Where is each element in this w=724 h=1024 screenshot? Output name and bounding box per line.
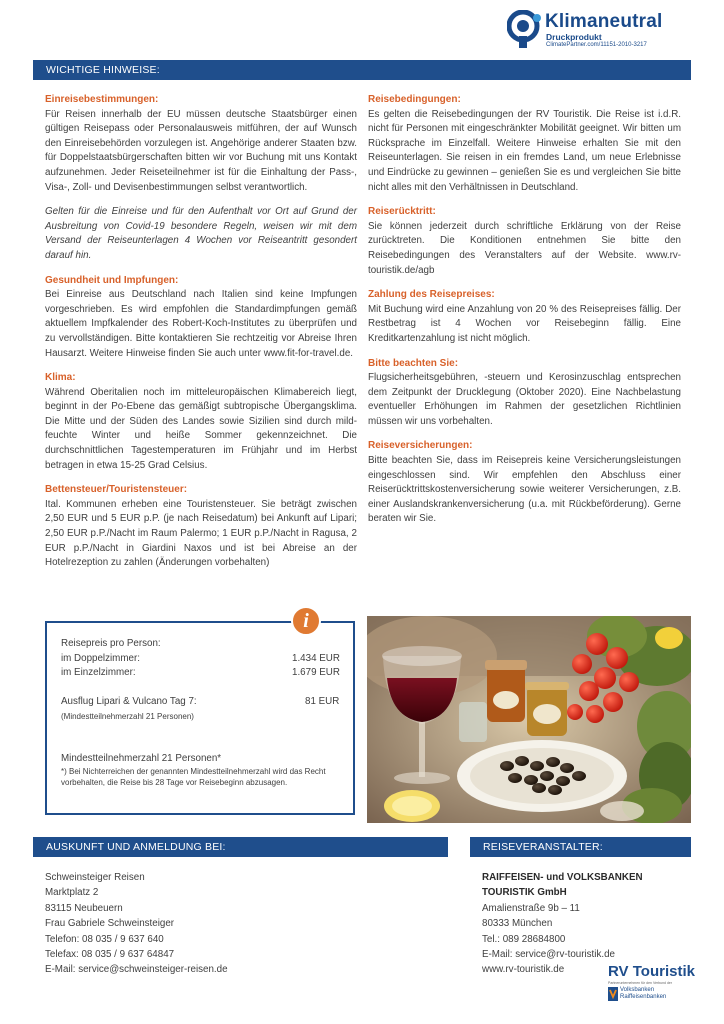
food-photo <box>367 616 691 823</box>
rv-logo-banks <box>620 987 666 1001</box>
double-room-price: 1.434 EUR <box>292 653 340 664</box>
klimaneutral-title: Klimaneutral <box>545 11 663 32</box>
section-heading: Reiserücktritt: <box>368 206 436 218</box>
contact-line: Telefon: 08 035 / 9 637 640 <box>45 933 164 945</box>
food-illustration <box>367 616 691 823</box>
single-room-label: im Einzelzimmer: <box>61 667 136 678</box>
excursion-price: 81 EUR <box>305 696 340 707</box>
section-tourist-tax <box>45 483 357 571</box>
section-text: Für Reisen innerhalb der EU müssen deutsche Staatsbürger einen gültigen Reisepass oder Personalausweis mitführen, der auf Wunsch den Einreisebehörden vorzulegen ist. Angehörige anderer Staaten bzw. für Doppelstaatsbürgerschaften bitten wir vor Buchung mit uns Kontakt aufzunehmen. Jeder Reiseteilnehmer ist für die Einhaltung der Pass-, Visa-, Zoll- und Devisenbestimmungen selbst verantwortlich. <box>45 108 357 193</box>
section-heading: Bitte beachten Sie: <box>368 357 459 369</box>
section-heading: Bettensteuer/Touristensteuer: <box>45 484 188 496</box>
rv-logo-tagline: Partnerunternehmen für den Verbund der <box>608 981 673 985</box>
section-health <box>45 274 357 362</box>
min-participants: Mindestteilnehmerzahl 21 Personen* <box>61 753 222 764</box>
contact-line: Frau Gabriele Schweinsteiger <box>45 918 175 930</box>
section-please-note <box>368 357 681 430</box>
section-heading: Klima: <box>45 372 76 384</box>
organizer-name-line1: RAIFFEISEN- und VOLKSBANKEN <box>482 872 643 883</box>
contact-line: 83115 Neubeuern <box>45 902 123 914</box>
info-icon: i <box>291 606 321 636</box>
important-notes-bar: WICHTIGE HINWEISE: <box>33 60 691 80</box>
section-text: Sie können jederzeit durch schriftliche Erklärung von der Reise zurücktreten. Die Konditionen entnehmen Sie bitte den Reisebedingungen des Veranstalters auf der Website. www.rv-touristik.de/agb <box>368 220 681 276</box>
klimaneutral-subtitle: Druckprodukt <box>546 32 602 42</box>
klimaneutral-url: ClimatePartner.com/11151-2010-3217 <box>546 42 647 48</box>
contact-line: E-Mail: service@schweinsteiger-reisen.de <box>45 964 228 976</box>
section-entry <box>45 93 357 264</box>
contact-bar: AUSKUNFT UND ANMELDUNG BEI: <box>33 837 448 857</box>
section-text: Es gelten die Reisebedingungen der RV Touristik. Die Reise ist i.d.R. nicht für Personen mit eingeschränkter Mobilität geeignet. Wir bitten um Rücksprache im Einzelfall. Weitere Hinweise erhalten Sie mit den Reiseunterlagen. Sie reisen in ein fremdes Land, um neue Erlebnisse und Eindrücke zu gewinnen – genießen Sie es und vergleichen Sie bitte nicht alles mit den Verhältnissen in Deutschland. <box>368 108 681 193</box>
organizer-line: Tel.: 089 28684800 <box>482 933 566 945</box>
section-heading: Einreisebestimmungen: <box>45 94 159 105</box>
section-text: Während Oberitalien noch im mitteleuropäischen Klimabereich liegt, beginnt in der Po-Ebene das gemäßigt subtropische Übergangsklima. Die Mitte und der Süden des Landes sowie Sizilien sind durch mild-feuchte Winter und heiße Sommer gekennzeichnet. Die durchschnittlichen Tagestemperaturen im Frühjahr und im Herbst betragen in etwa 15-25 Grad Celsius. <box>45 386 357 471</box>
price-title: Reisepreis pro Person: <box>61 638 161 649</box>
organizer-bar: REISEVERANSTALTER: <box>470 837 691 857</box>
section-climate <box>45 371 357 473</box>
excursion-note: (Mindestteilnehmerzahl 21 Personen) <box>61 712 194 721</box>
section-cancellation <box>368 205 681 278</box>
organizer-line: Amalienstraße 9b – 11 <box>482 902 580 914</box>
climate-partner-icon <box>507 10 543 50</box>
left-column <box>45 93 357 581</box>
right-column <box>368 93 681 537</box>
organizer-address <box>482 870 643 978</box>
single-room-price: 1.679 EUR <box>292 667 340 678</box>
section-text: Bei Einreise aus Deutschland nach Italien sind keine Impfungen vorgeschrieben. Es wird empfohlen die Standardimpfungen gemäß aktuellem Impfkalender des Robert-Koch-Institutes zu überprüfen und zu vervollständigen. Bitte kontaktieren Sie rechtzeitig vor Abreise Ihren Hausarzt. Weitere Hinweise finden Sie auch unter www.fit-for-travel.de. <box>45 289 357 359</box>
section-text: Bitte beachten Sie, dass im Reisepreis keine Versicherungsleistungen eingeschlossen sind. Wir empfehlen den Abschluss einer Reiserücktrittskostenversicherung sowie weiterer Versicherungen, z.B. einer Auslandskrankenversicherung (u.a. mit Rückbeförderung). Gerne beraten wir Sie. <box>368 455 681 525</box>
section-heading: Reisebedingungen: <box>368 94 461 105</box>
section-heading: Reiseversicherungen: <box>368 440 473 452</box>
organizer-line: 80333 München <box>482 918 553 930</box>
klimaneutral-logo <box>507 8 687 52</box>
section-text: Flugsicherheitsgebühren, -steuern und Kerosinzuschlag entsprechen dem Zeitpunkt der Drucklegung (Oktober 2020). Eine Nachbelastung eventueller Erhöhungen im Rahmen der gesetzlichen Richtlinien müssen wir uns vorbehalten. <box>368 372 681 427</box>
section-note: Gelten für die Einreise und für den Aufenthalt vor Ort auf Grund der Ausbreitung von Covid-19 besondere Regeln, weisen wir mit dem Versand der Reiseunterlagen 4 Wochen vor Reiseantritt gesondert darauf hin. <box>45 206 357 261</box>
organizer-line: E-Mail: service@rv-touristik.de <box>482 949 615 961</box>
contact-address <box>45 870 228 978</box>
rv-logo-line2: Raiffeisenbanken <box>620 994 667 1000</box>
footnote: *) Bei Nichterreichen der genannten Mindestteilnehmerzahl wird das Recht vorbehalten, die Reise bis 28 Tage vor Reisebeginn abzusagen. <box>61 767 326 787</box>
section-heading: Zahlung des Reisepreises: <box>368 289 495 301</box>
double-room-label: im Doppelzimmer: <box>61 653 140 664</box>
section-travel-conditions <box>368 93 681 195</box>
rv-logo-title: RV Touristik <box>608 963 695 980</box>
volksbank-icon <box>608 987 618 1001</box>
excursion-label: Ausflug Lipari & Vulcano Tag 7: <box>61 696 197 707</box>
contact-line: Marktplatz 2 <box>45 887 99 899</box>
rv-logo-line1: Volksbanken <box>620 987 655 993</box>
section-text: Mit Buchung wird eine Anzahlung von 20 % des Reisepreises fällig. Der Restbetrag ist 4 Wochen vor Reisebeginn fällig. Eine Kreditkartenzahlung ist nicht möglich. <box>368 303 681 344</box>
section-insurance <box>368 439 681 527</box>
organizer-line: www.rv-touristik.de <box>482 964 565 976</box>
section-text: Ital. Kommunen erheben eine Touristensteuer. Sie beträgt zwischen 2,50 EUR und 5 EUR p.P. (je nach Reisedatum) bei Ankunft auf Lipari; 2,50 EUR p.P./Nacht im Raum Palermo; 1 EUR p.P./Nacht in Ragusa, 2 EUR p.P./Nacht in Giardini Naxos und ist bei Abreise an der Hotelrezeption zu zahlen (Änderungen vorbehalten) <box>45 498 357 569</box>
contact-line: Telefax: 08 035 / 9 637 64847 <box>45 949 175 961</box>
section-payment <box>368 288 681 346</box>
section-heading: Gesundheit und Impfungen: <box>45 274 179 286</box>
contact-line: Schweinsteiger Reisen <box>45 872 145 883</box>
organizer-name-line2: TOURISTIK GmbH <box>482 887 567 899</box>
rv-touristik-logo <box>606 963 695 1007</box>
